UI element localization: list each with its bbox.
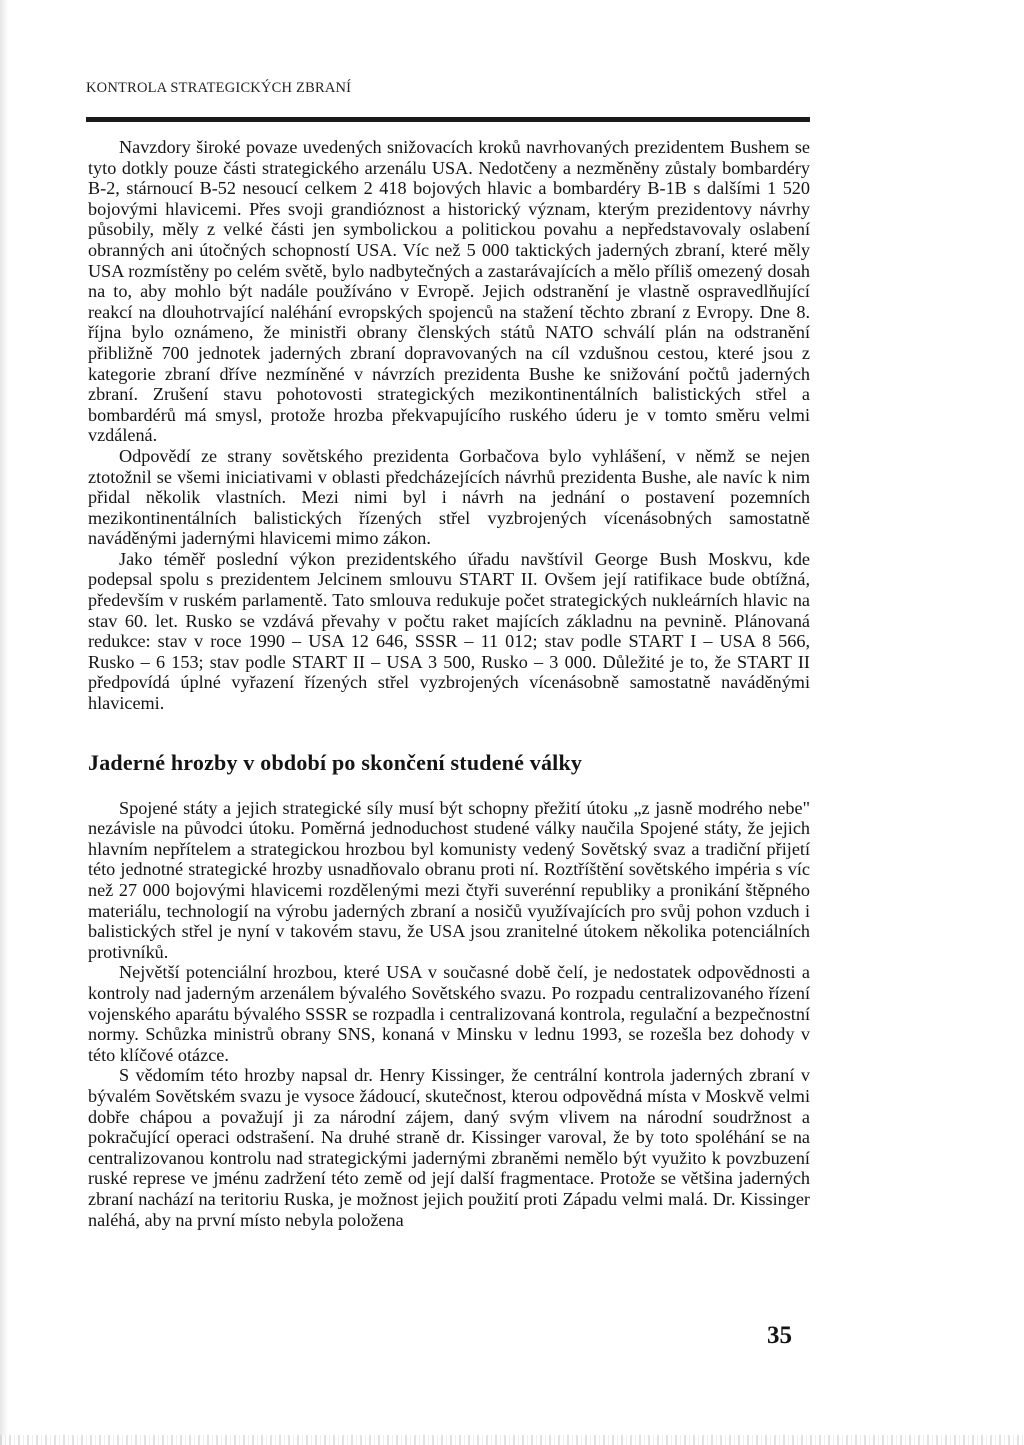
paragraph: Odpovědí ze strany sovětského prezidenta Gorbačova bylo vyhlášení, v němž se nejen ztotožnil se všemi iniciativami v oblasti předcházejících návrhů prezidenta Bushe, ale navíc k nim přidal několik vlastních. Mezi nimi byl i návrh na jednání o postavení pozemních mezikontinentálních balistických řízených střel vyzbrojených vícenásobných samostatně naváděnými jadernými hlavicemi mimo zákon. (88, 445, 810, 549)
page-number: 35 (767, 1322, 792, 1349)
page-body (88, 137, 810, 1230)
paragraph: Navzdory široké povaze uvedených snižovacích kroků navrhovaných prezidentem Bushem se tyto dotkly pouze části strategického arzenálu USA. Nedotčeny a nezměněny zůstaly bombardéry B-2, stárnoucí B-52 nesoucí celkem 2 418 bojových hlavic a bombardéry B-1B s dalšími 1 520 bojovými hlavicemi. Přes svoji grandióznost a historický význam, kterým prezidentovy návrhy působily, měly z velké části jen symbolickou a politickou povahu a nepředstavovaly oslabení obranných ani útočných schopností USA. Víc než 5 000 taktických jaderných zbraní, které měly USA rozmístěny po celém světě, bylo nadbytečných a zastarávajících a mělo příliš omezený dosah na to, aby mohlo být nadále používáno v Evropě. Jejich odstranění je vlastně ospravedlňující reakcí na dlouhotrvající naléhání evropských spojenců na stažení těchto zbraní z Evropy. Dne 8. října bylo oznámeno, že ministři obrany členských států NATO schválí plán na odstranění přibližně 700 jednotek jaderných zbraní dopravovaných na cíl vzdušnou cestou, které jsou z kategorie zbraní dříve nezmíněné v návrzích prezidenta Bushe ke snižování počtů jaderných zbraní. Zrušení stavu pohotovosti strategických mezikontinentálních balistických střel a bombardérů má smysl, protože hrozba překvapujícího ruského úderu je v tomto směru velmi vzdálená. (88, 137, 810, 446)
scan-page-edge (0, 0, 8, 1445)
paragraph: Největší potenciální hrozbou, které USA v současné době čelí, je nedostatek odpovědnosti a kontroly nad jaderným arzenálem bývalého Sovětského svazu. Po rozpadu centralizovaného řízení vojenského aparátu bývalého SSSR se rozpadla i centralizovaná kontrola, regulační a bezpečnostní normy. Schůzka ministrů obrany SNS, konaná v Minsku v lednu 1993, se rozešla bez dohody v této klíčové otázce. (88, 962, 810, 1065)
running-header: KONTROLA STRATEGICKÝCH ZBRANÍ (86, 80, 352, 96)
section-heading: Jaderné hrozby v období po skončení studené války (88, 749, 583, 775)
paragraph: S vědomím této hrozby napsal dr. Henry Kissinger, že centrální kontrola jaderných zbraní v bývalém Sovětském svazu je vysoce žádoucí, skutečnost, kterou odpovědná místa v Moskvě velmi dobře chápou a považují ji za národní zájem, daný svým vlivem na národní soudržnost a pokračující operaci odstrašení. Na druhé straně dr. Kissinger varoval, že by toto spoléhání se na centralizovanou kontrolu nad strategickými jadernými zbraněmi nemělo být využito k povzbuzení ruské represe ve jménu zadržení této země od její další fragmentace. Protože se většina jaderných zbraní nachází na teritoriu Ruska, je možnost jejich použití proti Západu velmi malá. Dr. Kissinger naléhá, aby na první místo nebyla položena (88, 1065, 810, 1230)
paragraph: Jako téměř poslední výkon prezidentského úřadu navštívil George Bush Moskvu, kde podepsal spolu s prezidentem Jelcinem smlouvu START II. Ovšem její ratifikace bude obtížná, především v ruském parlamentě. Tato smlouva redukuje počet strategických nukleárních hlavic na stav 60. let. Rusko se vzdává převahy v počtu raket majících základnu na pevnině. Plánovaná redukce: stav v roce 1990 – USA 12 646, SSSR – 11 012; stav podle START I – USA 8 566, Rusko – 6 153; stav podle START II – USA 3 500, Rusko – 3 000. Důležité je to, že START II předpovídá úplné vyřazení řízených střel vyzbrojených vícenásobně samostatně naváděnými hlavicemi. (88, 548, 810, 714)
header-rule (86, 117, 810, 122)
paragraph: Spojené státy a jejich strategické síly musí být schopny přežití útoku „z jasně modrého nebe" nezávisle na původci útoku. Poměrná jednoduchost studené války naučila Spojené státy, že jejich hlavním nepřítelem a strategickou hrozbou byl komunisty vedený Sovětský svaz a tradiční přijetí této jednotné strategické hrozby usnadňovalo obranu proti ní. Roztříštění sovětského impéria s víc než 27 000 bojovými hlavicemi rozdělenými mezi čtyři suverénní republiky a pronikání štěpného materiálu, technologií na výrobu jaderných zbraní a nosičů využívajících pro svůj pohon vzduch i balistických střel je nyní v takovém stavu, že USA jsou zranitelné útokem několika potenciálních protivníků. (88, 797, 810, 962)
scan-bottom-edge (0, 1435, 1024, 1445)
